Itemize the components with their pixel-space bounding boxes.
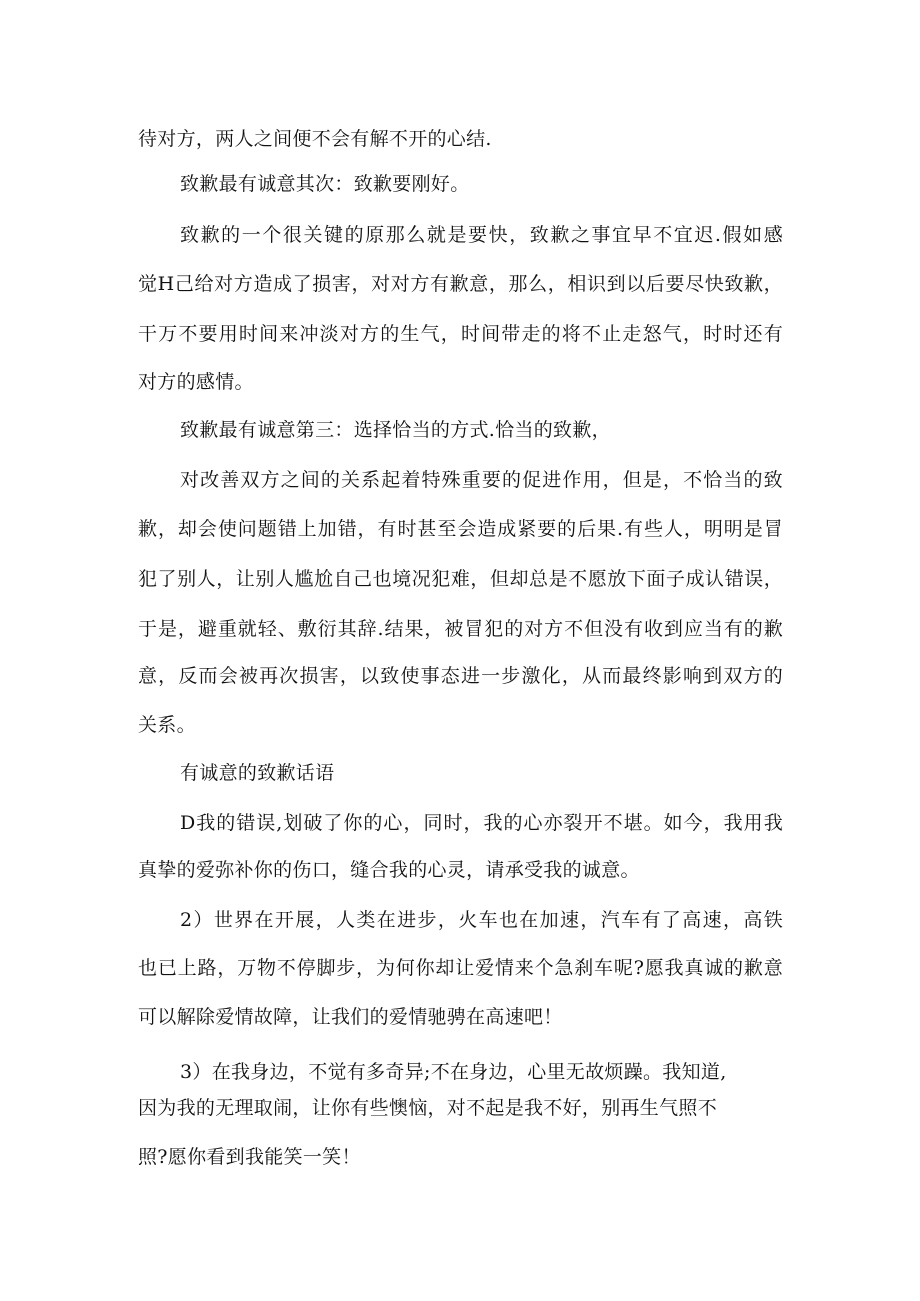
text-line: 干万不要用时间来冲淡对方的生气，时间带走的将不止走怒气，时时还有 <box>138 323 783 345</box>
section-heading: 有诚意的致歉话语 <box>180 762 335 784</box>
text-line: 关系。 <box>138 714 196 736</box>
text-line: 意，反而会被再次损害，以致使事态进一步激化，从而最终影响到双方的 <box>138 665 783 687</box>
list-item: 2）世界在开展，人类在进步，火车也在加速，汽车有了高速，高铁 <box>180 909 783 931</box>
text-line: 犯了别人，让别人尴尬自己也境况犯难，但却总是不愿放下面子成认错误， <box>138 568 783 590</box>
text-line: 对方的感情。 <box>138 371 254 393</box>
text-line: 也已上路，万物不停脚步，为何你却让爱情来个急刹车呢?愿我真诚的歉意 <box>138 957 783 979</box>
text-line: 歉，却会使问题错上加错，有时甚至会造成紧要的后果.有些人，明明是冒 <box>138 518 783 540</box>
text-line: 对改善双方之间的关系起着特殊重要的促进作用，但是，不恰当的致 <box>180 469 783 491</box>
list-item: D我的错误,划破了你的心，同时，我的心亦裂开不堪。如今，我用我 <box>180 812 783 834</box>
text-line: 待对方，两人之间便不会有解不开的心结. <box>138 128 492 150</box>
text-line: 因为我的无理取闹，让你有些懊恼，对不起是我不好，别再生气照不 <box>138 1097 718 1119</box>
section-heading: 致歉最有诚意其次：致歉要刚好。 <box>180 173 470 195</box>
text-line: 觉H己给对方造成了损害，对对方有歉意，那么，相识到以后要尽快致歉， <box>138 273 783 295</box>
text-line: 照?愿你看到我能笑一笑！ <box>138 1146 361 1168</box>
text-line: 真挚的爱弥补你的伤口，缝合我的心灵，请承受我的诚意。 <box>138 859 640 881</box>
text-line: 可以解除爱情故障，让我们的爱情驰骋在高速吧！ <box>138 1006 563 1028</box>
text-line: 致歉的一个很关键的原那么就是要快，致歉之事宜早不宜迟.假如感 <box>180 224 783 246</box>
section-heading: 致歉最有诚意第三：选择恰当的方式.恰当的致歉， <box>180 419 611 441</box>
list-item: 3）在我身边，不觉有多奇异;不在身边，心里无故烦躁。我知道, <box>180 1061 727 1083</box>
text-line: 于是，避重就轻、敷衍其辞.结果，被冒犯的对方不但没有收到应当有的歉 <box>138 618 783 640</box>
